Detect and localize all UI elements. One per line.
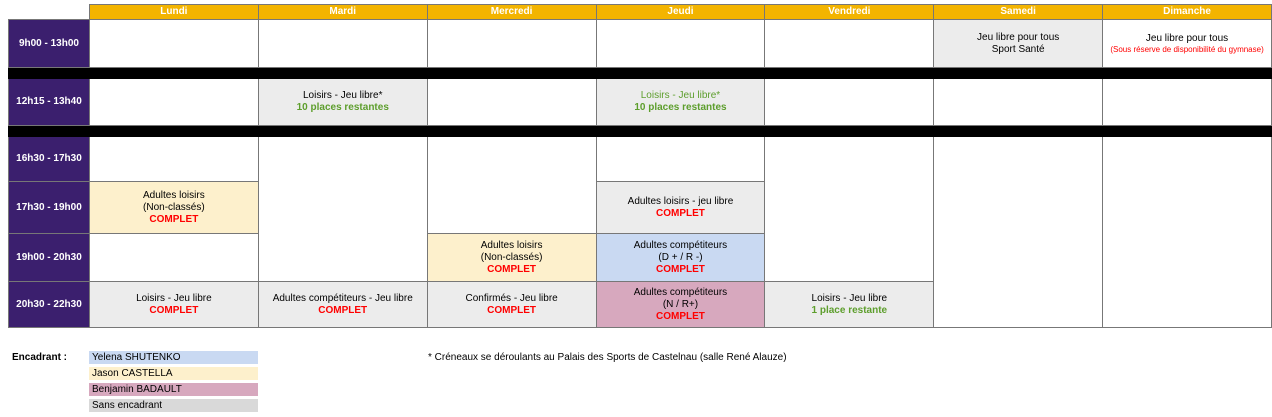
legend-item-label: Sans encadrant <box>92 400 163 411</box>
time-slot: 9h00 - 13h00 <box>9 20 90 68</box>
session-cell <box>1103 20 1272 68</box>
empty-cell <box>427 137 596 234</box>
session-subtitle: (Non-classés) <box>143 201 205 213</box>
session-note: (Sous réserve de disponibilité du gymnase) <box>1110 44 1264 54</box>
empty-cell <box>765 79 934 126</box>
empty-cell <box>596 20 765 68</box>
legend-item-sans-encadrant <box>89 399 258 412</box>
complet-badge: COMPLET <box>318 304 368 316</box>
session-title: Confirmés - Jeu libre <box>465 292 558 304</box>
legend-label: Encadrant : <box>12 352 68 363</box>
places-remaining: 10 places restantes <box>296 102 389 113</box>
time-slot: 19h00 - 20h30 <box>9 234 90 282</box>
session-subtitle: (D + / R -) <box>658 251 703 263</box>
empty-cell <box>89 79 258 126</box>
session-title: Loisirs - Jeu libre <box>136 292 212 304</box>
legend-item-label: Yelena SHUTENKO <box>92 352 181 363</box>
day-header-mardi: Mardi <box>258 5 427 20</box>
empty-cell <box>427 20 596 68</box>
empty-cell <box>258 137 427 282</box>
session-cell <box>596 282 765 328</box>
empty-cell <box>1103 137 1272 328</box>
complet-badge: COMPLET <box>656 263 705 275</box>
session-cell <box>427 282 596 328</box>
time-slot: 16h30 - 17h30 <box>9 137 90 182</box>
day-header-samedi: Samedi <box>934 5 1103 20</box>
session-title: Loisirs - Jeu libre* <box>302 90 383 101</box>
day-header-lundi: Lundi <box>89 5 258 20</box>
day-header-dimanche: Dimanche <box>1103 5 1272 20</box>
session-cell <box>258 282 427 328</box>
legend-item-badault <box>89 383 258 396</box>
places-remaining: 1 place restante <box>811 304 888 316</box>
places-remaining: 10 places restantes <box>634 102 727 113</box>
complet-badge: COMPLET <box>656 310 705 322</box>
session-cell <box>596 234 765 282</box>
session-cell <box>765 282 934 328</box>
session-cell <box>89 282 258 328</box>
legend-item-castella <box>89 367 258 380</box>
time-slot: 12h15 - 13h40 <box>9 79 90 126</box>
empty-cell <box>934 137 1103 328</box>
session-title: Adultes loisirs <box>143 189 205 201</box>
complet-badge: COMPLET <box>149 213 199 225</box>
session-cell <box>934 20 1103 68</box>
session-title: Adultes compétiteurs <box>633 239 728 251</box>
separator-row <box>9 68 1272 79</box>
empty-cell <box>596 137 765 182</box>
empty-cell <box>765 20 934 68</box>
schedule-table <box>8 4 1272 328</box>
empty-cell <box>89 234 258 282</box>
time-slot: 17h30 - 19h00 <box>9 182 90 234</box>
empty-cell <box>1103 79 1272 126</box>
legend-item-label: Jason CASTELLA <box>92 368 173 379</box>
legend-item-label: Benjamin BADAULT <box>92 384 182 395</box>
session-title: Jeu libre pour tous <box>977 31 1060 43</box>
empty-cell <box>258 20 427 68</box>
session-title: Adultes compétiteurs <box>633 286 728 298</box>
session-subtitle: Sport Santé <box>991 43 1045 55</box>
session-cell <box>596 79 765 126</box>
legend-item-shutenko <box>89 351 258 364</box>
session-cell <box>427 234 596 282</box>
session-title: Adultes loisirs - jeu libre <box>627 195 734 207</box>
day-header-jeudi: Jeudi <box>596 5 765 20</box>
session-title: Adultes loisirs <box>480 239 543 251</box>
complet-badge: COMPLET <box>487 263 537 275</box>
footnote: * Créneaux se déroulants au Palais des Sports de Castelnau (salle René Alauze) <box>428 352 787 363</box>
session-subtitle: (Non-classés) <box>480 251 543 263</box>
complet-badge: COMPLET <box>656 207 705 219</box>
corner-cell <box>9 5 90 20</box>
day-header-mercredi: Mercredi <box>427 5 596 20</box>
session-title: Loisirs - Jeu libre* <box>640 90 721 101</box>
complet-badge: COMPLET <box>487 304 537 316</box>
empty-cell <box>765 137 934 282</box>
session-subtitle: (N / R+) <box>662 298 699 310</box>
session-cell <box>258 79 427 126</box>
empty-cell <box>427 79 596 126</box>
complet-badge: COMPLET <box>149 304 199 316</box>
day-header-vendredi: Vendredi <box>765 5 934 20</box>
session-title: Loisirs - Jeu libre <box>811 292 888 304</box>
separator-row <box>9 126 1272 137</box>
session-title: Jeu libre pour tous <box>1145 32 1229 44</box>
session-cell <box>596 182 765 234</box>
empty-cell <box>934 79 1103 126</box>
time-slot: 20h30 - 22h30 <box>9 282 90 328</box>
empty-cell <box>89 137 258 182</box>
empty-cell <box>89 20 258 68</box>
session-title: Adultes compétiteurs - Jeu libre <box>272 292 413 304</box>
session-cell <box>89 182 258 234</box>
